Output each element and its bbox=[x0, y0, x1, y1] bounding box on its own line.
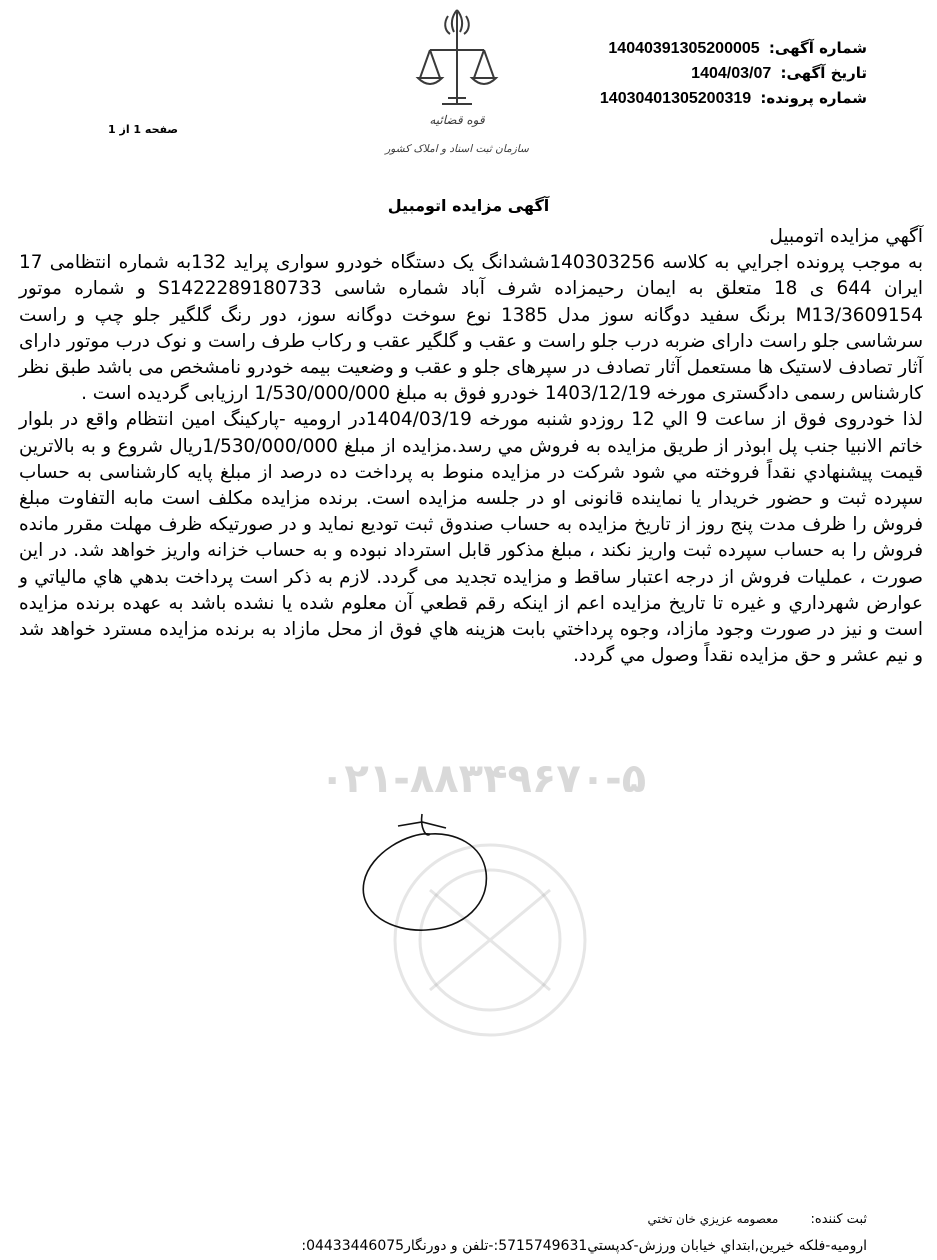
emblem-caption-registry: سازمان ثبت اسناد و املاک کشور bbox=[385, 143, 529, 155]
registrar-name: معصومه عزيزي خان تختي bbox=[647, 1212, 779, 1226]
registrar-label: ثبت كننده: bbox=[810, 1212, 867, 1227]
notice-number-row bbox=[537, 36, 867, 61]
notice-date-label: تاریخ آگهی: bbox=[780, 64, 867, 82]
address-line: اروميه-فلكه خيرين,ابتداي خيابان ورزش-كدپستي5715749631:-تلفن و دورنگار04433446075: bbox=[301, 1238, 867, 1254]
notice-number-label: شماره آگهی: bbox=[768, 39, 867, 57]
watermark-graphic bbox=[300, 740, 660, 1160]
signature-mark bbox=[350, 808, 500, 938]
file-number-label: شماره پرونده: bbox=[760, 89, 867, 107]
iran-emblem-icon bbox=[372, 6, 542, 158]
body-lead: آگهي مزايده اتومبيل bbox=[769, 226, 923, 247]
notice-number: 14040391305200005 bbox=[608, 40, 760, 57]
watermark-phone: ۰۲۱-۸۸۳۴۹۶۷۰-۵ bbox=[320, 756, 647, 802]
file-number-row bbox=[537, 86, 867, 111]
body-paragraph-2: لذا خودروی فوق از ساعت 9 الي 12 روزدو شنبه مورخه 1404/03/19در اروميه -پارکینگ امین انتظام واقع در بلوار خاتم الانبیا جنب پل ابوذر از طريق مزايده به فروش مي رسد.مزايده از مبلغ 1/530/000/000ريال شروع و به بالاترين قيمت پيشنهادي نقداً فروخته مي شود شرکت در مزایده منوط به پرداخت ده درصد از مبلغ پایه کارشناسی به حساب سپرده ثبت و حضور خریدار یا نماینده قانونی او در جلسه مزایده است. برنده مزایده مکلف است مابه التفاوت مبلغ فروش را ظرف مدت پنج روز از تاریخ مزایده به حساب صندوق ثبت تودیع نماید و در صورتیکه ظرف مهلت مقرر مانده فروش را به حساب سپرده ثبت واریز نکند ، مبلغ مذکور قابل استرداد نبوده و به حساب خزانه واریز خواهد شد. در این صورت ، عملیات فروش از درجه اعتبار ساقط و مزایده تجدید می گردد. لازم به ذکر است پرداخت بدهي هاي مالياتي و عوارض شهرداري و غيره تا تاريخ مزايده اعم از اينكه رقم قطعي آن معلوم شده يا نشده باشد به عهده برنده مزايده است و نيز در صورت وجود مازاد، وجوه پرداختي بابت هزينه هاي فوق از محل مازاد به برنده مزايده مسترد خواهد شد و نيم عشر و حق مزايده نقداً وصول مي گردد. bbox=[19, 409, 923, 667]
body-paragraph-1: به موجب پرونده اجرايي به كلاسه 140303256ششدانگ یک دستگاه خودرو سواری پراید 132به شماره انتظامی 17 ایران 644 ی 18 متعلق به ایمان رحیمزاده شرف آباد شماره شاسی S1422289180733 و شماره موتور M13/3609154 برنگ سفید دوگانه سوز مدل 1385 نوع سوخت دوگانه سوز، دور رنگ گلگیر جلو چپ و راست سرشاسی جلو راست دارای ضربه درب جلو راست و عقب و گلگیر عقب و رکاب طرف راست و نوک درب موتور دارای آثار تصادف لاستیک ها مستعمل آثار تصادف در سپرهای جلو و عقب و وضعیت بیمه خودرو نامشخص می باشد طبق نظر کارشناس رسمی دادگستری مورخه 1403/12/19 خودرو فوق به مبلغ 1/530/000/000 ارزیابی گردیده است . bbox=[19, 252, 924, 405]
notice-body bbox=[19, 224, 923, 669]
registrar-line bbox=[0, 1212, 867, 1227]
file-number: 14030401305200319 bbox=[599, 90, 752, 107]
scales-of-justice-icon bbox=[418, 36, 496, 104]
notice-date: 1404/03/07 bbox=[691, 65, 772, 82]
emblem-caption-judiciary: قوه قضائیه bbox=[429, 113, 485, 127]
notice-date-row bbox=[537, 61, 867, 86]
document-title: آگهی مزایده اتومبیل bbox=[387, 196, 550, 215]
notice-header bbox=[537, 36, 867, 111]
page-indicator: صفحه 1 از 1 bbox=[108, 123, 179, 136]
